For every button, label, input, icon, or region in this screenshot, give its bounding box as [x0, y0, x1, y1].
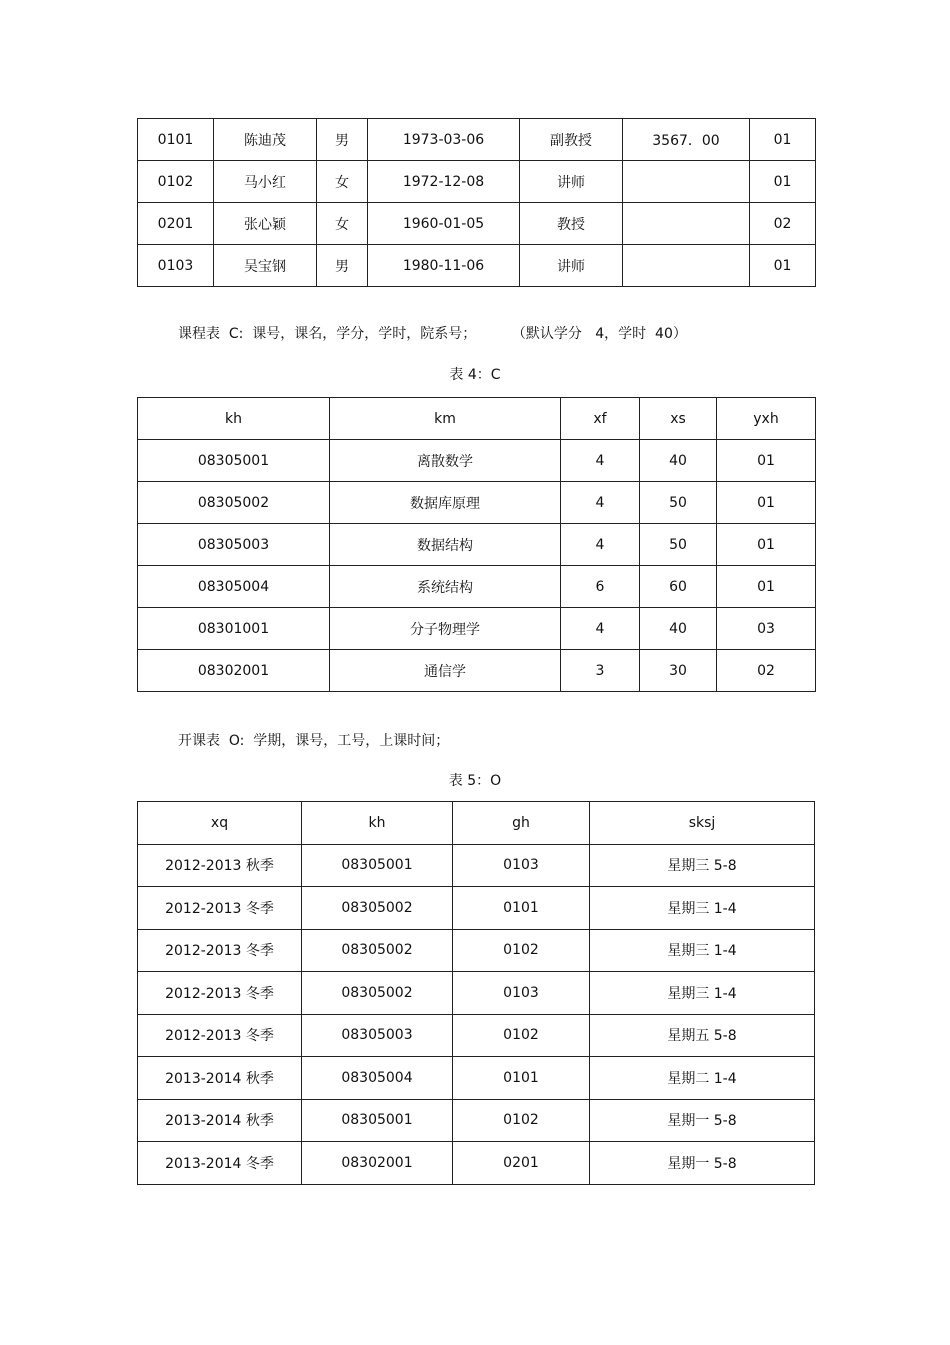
teacher-table-cell: 1980-11-06	[368, 245, 520, 287]
teacher-table-cell: 副教授	[520, 119, 623, 161]
offering-table-cell: 0103	[453, 844, 590, 887]
course-table-cell: 40	[640, 440, 717, 482]
teacher-table-cell: 1960-01-05	[368, 203, 520, 245]
teacher-table-cell: 男	[317, 119, 368, 161]
offering-table-cell: 星期三 5-8	[590, 844, 815, 887]
course-table	[137, 397, 816, 692]
course-table-cell: 40	[640, 608, 717, 650]
course-table-cell: 分子物理学	[330, 608, 561, 650]
course-table-cell: 01	[717, 566, 816, 608]
course-table-cell: 3	[561, 650, 640, 692]
teacher-table-cell: 0103	[138, 245, 214, 287]
offering-table-cell: 08305003	[302, 1014, 453, 1057]
offering-table-cell: 2012-2013 冬季	[138, 1014, 302, 1057]
offering-table-cell: 星期一 5-8	[590, 1099, 815, 1142]
course-table-cell: 08305002	[138, 482, 330, 524]
course-table-cell: 50	[640, 524, 717, 566]
course-table-row	[138, 566, 816, 608]
teacher-table-cell: 01	[750, 119, 816, 161]
offering-table-row	[138, 887, 815, 930]
offering-table-cell: 2013-2014 冬季	[138, 1142, 302, 1185]
course-table-row	[138, 524, 816, 566]
offering-table-row	[138, 1099, 815, 1142]
course-table-cell: 08302001	[138, 650, 330, 692]
course-table-header-cell: xs	[640, 398, 717, 440]
offering-table-row	[138, 1142, 815, 1185]
course-table-header-row	[138, 398, 816, 440]
offering-table-row	[138, 972, 815, 1015]
offering-table-cell: 08302001	[302, 1142, 453, 1185]
course-table-cell: 4	[561, 608, 640, 650]
offering-table-cell: 2012-2013 冬季	[138, 972, 302, 1015]
offering-table-cell: 0102	[453, 929, 590, 972]
teacher-table-cell	[623, 161, 750, 203]
teacher-table-cell: 女	[317, 161, 368, 203]
teacher-table-cell: 01	[750, 245, 816, 287]
course-table-row	[138, 608, 816, 650]
teacher-table-cell: 讲师	[520, 245, 623, 287]
course-table-cell: 01	[717, 524, 816, 566]
offering-table-header-cell: kh	[302, 802, 453, 845]
course-table-cell: 60	[640, 566, 717, 608]
offering-table-header-cell: gh	[453, 802, 590, 845]
course-table-cell: 4	[561, 524, 640, 566]
offering-table-header-cell: xq	[138, 802, 302, 845]
offering-table-cell: 08305001	[302, 844, 453, 887]
course-table-cell: 08301001	[138, 608, 330, 650]
course-table-cell: 4	[561, 482, 640, 524]
teacher-table-cell	[623, 245, 750, 287]
course-table-cell: 6	[561, 566, 640, 608]
offering-table-cell: 0102	[453, 1099, 590, 1142]
offering-table-cell: 星期三 1-4	[590, 972, 815, 1015]
course-table-cell: 01	[717, 482, 816, 524]
teacher-table-cell: 讲师	[520, 161, 623, 203]
offering-table-cell: 2012-2013 秋季	[138, 844, 302, 887]
teacher-table-cell: 男	[317, 245, 368, 287]
teacher-table-cell: 吴宝钢	[214, 245, 317, 287]
course-table-row	[138, 650, 816, 692]
teacher-table-cell: 张心颖	[214, 203, 317, 245]
teacher-table-row	[138, 203, 816, 245]
course-table-cell: 08305004	[138, 566, 330, 608]
offering-table-row	[138, 1057, 815, 1100]
offering-table-cell: 08305002	[302, 929, 453, 972]
offering-table-header-row	[138, 802, 815, 845]
teacher-table	[137, 118, 816, 287]
teacher-table-cell: 02	[750, 203, 816, 245]
teacher-table-cell: 0102	[138, 161, 214, 203]
offering-table-cell: 0201	[453, 1142, 590, 1185]
course-table-cell: 03	[717, 608, 816, 650]
offering-table-cell: 2013-2014 秋季	[138, 1099, 302, 1142]
course-table-header-cell: km	[330, 398, 561, 440]
offering-table-cell: 星期二 1-4	[590, 1057, 815, 1100]
course-table-cell: 系统结构	[330, 566, 561, 608]
offering-table-cell: 2012-2013 冬季	[138, 887, 302, 930]
offering-table-cell: 08305002	[302, 887, 453, 930]
teacher-table-row	[138, 245, 816, 287]
course-table-cell: 通信学	[330, 650, 561, 692]
course-table-cell: 数据结构	[330, 524, 561, 566]
course-table-cell: 08305003	[138, 524, 330, 566]
course-schema-text: 课程表 C: 课号，课名，学分，学时，院系号； （默认学分 4，学时 40）	[178, 326, 687, 342]
offering-table-row	[138, 1014, 815, 1057]
offering-table-cell: 08305002	[302, 972, 453, 1015]
offering-table-header-cell: sksj	[590, 802, 815, 845]
teacher-table-row	[138, 119, 816, 161]
offering-table-cell: 0102	[453, 1014, 590, 1057]
course-table-row	[138, 440, 816, 482]
offering-table-caption: 表 5：O	[448, 773, 502, 789]
offering-table-cell: 0101	[453, 1057, 590, 1100]
teacher-table-row	[138, 161, 816, 203]
offering-table-cell: 星期三 1-4	[590, 929, 815, 972]
course-table-caption: 表 4：C	[449, 367, 501, 383]
teacher-table-cell: 0101	[138, 119, 214, 161]
course-table-header-cell: xf	[561, 398, 640, 440]
teacher-table-cell: 0201	[138, 203, 214, 245]
offering-table-cell: 08305001	[302, 1099, 453, 1142]
teacher-table-cell: 01	[750, 161, 816, 203]
course-table-cell: 02	[717, 650, 816, 692]
offering-table-cell: 0103	[453, 972, 590, 1015]
offering-table-cell: 星期三 1-4	[590, 887, 815, 930]
teacher-table-cell: 1973-03-06	[368, 119, 520, 161]
teacher-table-cell: 马小红	[214, 161, 317, 203]
teacher-table-cell: 教授	[520, 203, 623, 245]
course-table-cell: 数据库原理	[330, 482, 561, 524]
course-table-cell: 离散数学	[330, 440, 561, 482]
teacher-table-cell: 1972-12-08	[368, 161, 520, 203]
offering-table-cell: 星期五 5-8	[590, 1014, 815, 1057]
offering-table-cell: 2012-2013 冬季	[138, 929, 302, 972]
course-table-cell: 08305001	[138, 440, 330, 482]
offering-table-cell: 08305004	[302, 1057, 453, 1100]
teacher-table-cell: 3567．00	[623, 119, 750, 161]
offering-table-row	[138, 844, 815, 887]
course-table-cell: 4	[561, 440, 640, 482]
teacher-table-cell	[623, 203, 750, 245]
offering-schema-text: 开课表 O: 学期，课号，工号，上课时间；	[178, 733, 450, 749]
offering-table-row	[138, 929, 815, 972]
teacher-table-cell: 女	[317, 203, 368, 245]
course-table-row	[138, 482, 816, 524]
teacher-table-cell: 陈迪茂	[214, 119, 317, 161]
offering-table-cell: 星期一 5-8	[590, 1142, 815, 1185]
offering-table-cell: 0101	[453, 887, 590, 930]
course-table-cell: 30	[640, 650, 717, 692]
course-table-header-cell: kh	[138, 398, 330, 440]
course-table-cell: 50	[640, 482, 717, 524]
course-table-header-cell: yxh	[717, 398, 816, 440]
offering-table	[137, 801, 815, 1185]
course-table-cell: 01	[717, 440, 816, 482]
offering-table-cell: 2013-2014 秋季	[138, 1057, 302, 1100]
